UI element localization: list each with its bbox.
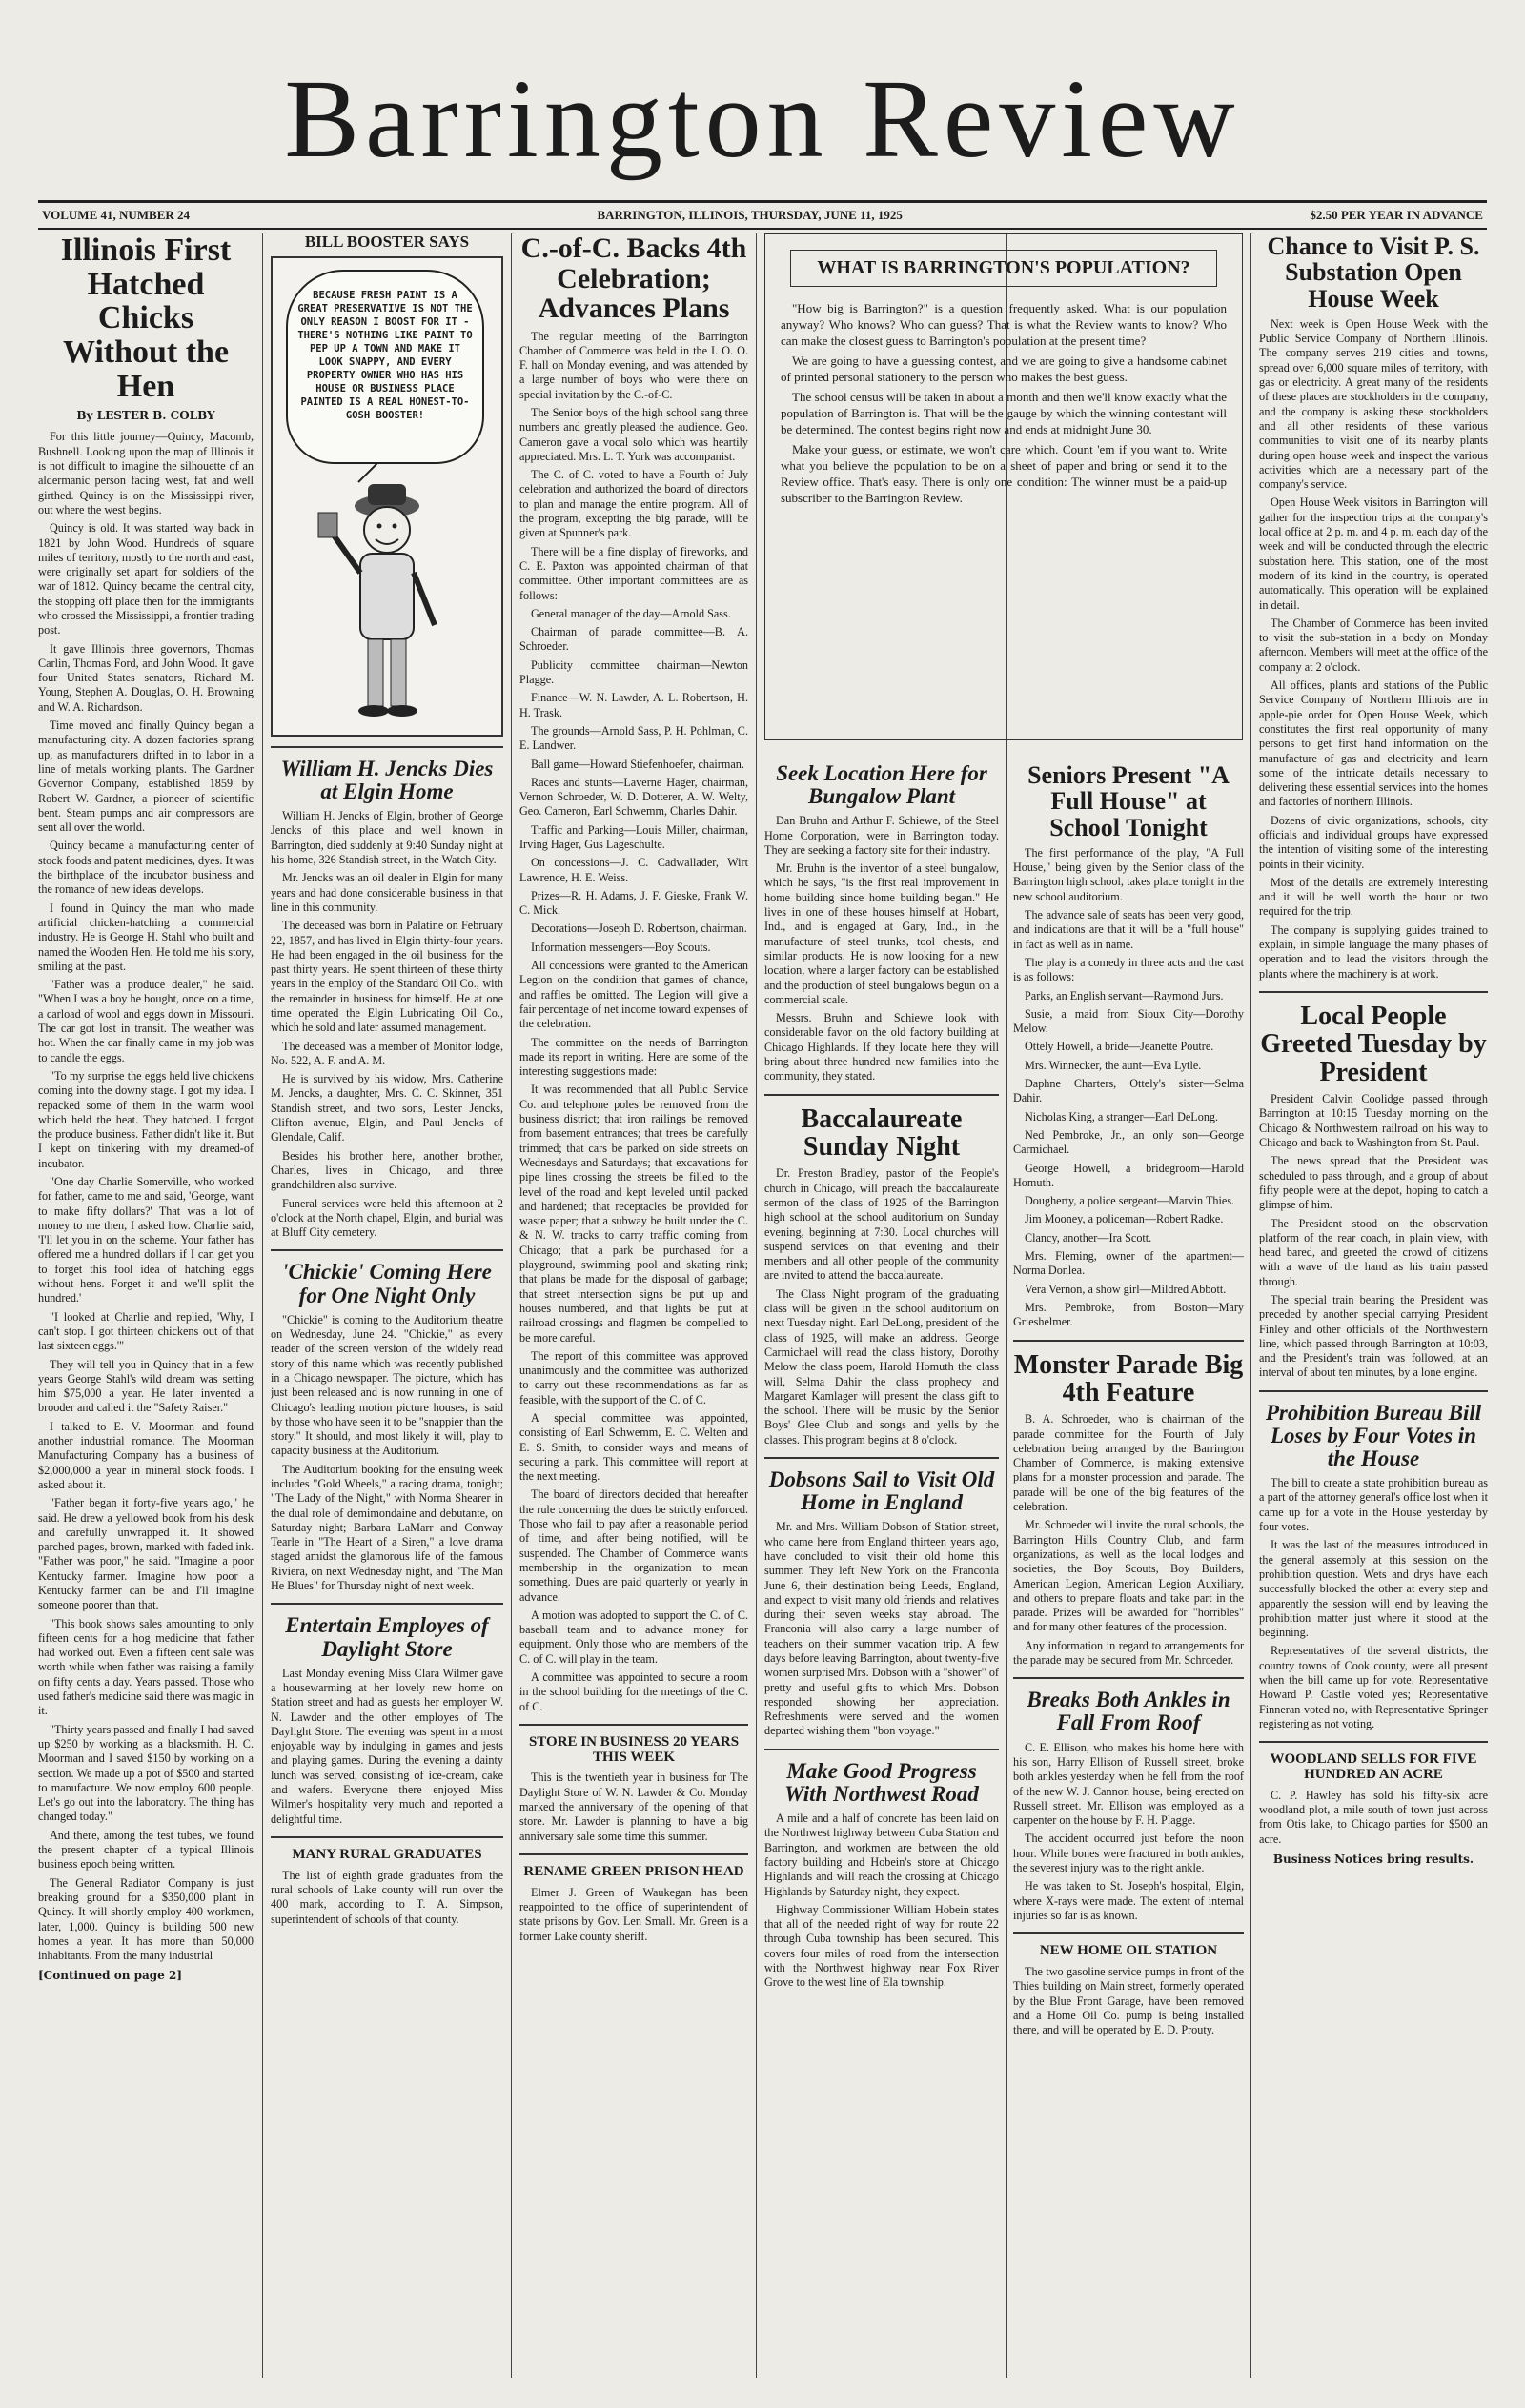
paragraph: The deceased was born in Palatine on February 22, 1857, and has lived in Elgin thirty-four years. He had been engaged in the oil business for the past thirty years. He spent thirteen of these thirty years in the employ of the Standard Oil Co., with the remainder in business for himself. He at one time operated the Elgin Lubricating Oil Co., which he sold and later assumed management.	[271, 919, 503, 1035]
paragraph: The President stood on the observation platform of the rear coach, in plain view, with head bared, and greeted the crowd of citizens with a wave of the hand as his train passed through.	[1259, 1216, 1488, 1288]
headline-dobsons: Dobsons Sail to Visit Old Home in England	[768, 1467, 995, 1515]
divider	[519, 1724, 748, 1726]
column-2	[271, 233, 503, 2378]
paragraph: Publicity committee chairman—Newton Plagge.	[519, 658, 748, 687]
paragraph: Last Monday evening Miss Clara Wilmer gave a housewarming at her lovely new home on Station street and had as guests her employer W. N. Lawder and the other employes of The Daylight Store. The evening was spent in a most enjoyable way by indulging in games and jests and playing games. During the evening a dainty lunch was served, consisting of ice-cream, cake and wafers. Everyone there enjoyed Miss Wilmer's hospitality very much and reported a delightful time.	[271, 1666, 503, 1826]
paragraph: Mr. Bruhn is the inventor of a steel bungalow, which he says, "is the first real improvement in home building since home building began." He lives in one of these houses himself at Hobart, Ind., and is engaged at Gary, Ind., in the manufacture of steel trunks, tool chests, and similar products. He is now looking for a new location, where a larger factory can be established and the production of steel bungalows begun on a commercial scale.	[764, 861, 999, 1006]
cast-entry: Vera Vernon, a show girl—Mildred Abbott.	[1025, 1282, 1227, 1296]
paragraph: A special committee was appointed, consisting of Earl Schwemm, E. C. Welten and E. S. Smith, to consider ways and means of securing a park. This committee will report at the next meeting.	[519, 1410, 748, 1484]
cast-entry: Susie, a maid from Sioux City—Dorothy Melow.	[1013, 1006, 1244, 1036]
paragraph: Mr. Schroeder will invite the rural schools, the Barrington Hills Country Club, and farm organizations, as well as the local lodges and societies, the Boy Scouts, Boy Builders, American Legion, American Legion Auxiliary, and others to prepare floats and take part in the parade. Prizes will be awarded for "horribles" and for many other features of the procession.	[1013, 1518, 1244, 1634]
headline-prohibition: Prohibition Bureau Bill Loses by Four Votes in the House	[1265, 1400, 1482, 1471]
paragraph: Mr. Jencks was an oil dealer in Elgin for many years and had done considerable business in that line in this community.	[271, 871, 503, 914]
paragraph: The two gasoline service pumps in front of the Thies building on Main street, formerly operated by the Blue Front Garage, have been removed and a Home Oil Co. pump is being installed there, and will be operated by E. D. Prouty.	[1013, 1964, 1244, 2037]
paragraph: The grounds—Arnold Sass, P. H. Pohlman, C. E. Landwer.	[519, 723, 748, 753]
paragraph: All concessions were granted to the American Legion on the condition that games of chance, and raffles be omitted. The Legion will give a fair percentage of net income toward expenses of the celebration.	[519, 959, 748, 1031]
paragraph: The list of eighth grade graduates from the rural schools of Lake county will run over the 400 mark, according to T. A. Simpson, superintendent of schools of that county.	[271, 1868, 503, 1926]
paragraph: There will be a fine display of fireworks, and C. E. Paxton was appointed chairman of that committee. Other important committees are as follows:	[519, 544, 748, 602]
headline-progress: Make Good Progress With Northwest Road	[784, 1758, 979, 1806]
headline-substation: Chance to Visit P. S. Substation Open House Week	[1267, 233, 1480, 313]
paragraph: The Chamber of Commerce has been invited to visit the sub-station in a body on Monday afternoon. Members will meet at the office of the company at 2 o'clock.	[1259, 616, 1488, 674]
paragraph: "Thirty years passed and finally I had saved up $250 by working as a blacksmith. H. C. Moorman and I saved $150 by working on a section. We made up a pot of $500 and started to manufacture. We now employ 600 people. Let's go out into the laboratory. The thing has changed today."	[38, 1722, 254, 1824]
byline: By LESTER B. COLBY	[76, 409, 215, 423]
paragraph: It gave Illinois three governors, Thomas Carlin, Thomas Ford, and John Wood. It gave four United States senators, Richard M. Young, Stephen A. Douglas, O. H. Browning and W. A. Richardson.	[38, 641, 254, 714]
paragraph: The Senior boys of the high school sang three numbers and greatly pleased the audience. Geo. Cameron gave a vocal solo which was heartily appreciated. Mrs. L. T. York was accompanist.	[519, 405, 748, 463]
paragraph: Most of the details are extremely interesting and it will be well worth the hour or two required for the trip.	[1259, 875, 1488, 919]
headline-jencks: William H. Jencks Dies at Elgin Home	[280, 756, 494, 803]
paragraph: The school census will be taken in about a month and then we'll know exactly what the population of Barrington is. That will be the gauge by which the winning contestant will be determined. The contest begins right now and ends at midnight June 30.	[781, 390, 1227, 436]
headline-chickie: 'Chickie' Coming Here for One Night Only	[282, 1260, 492, 1307]
divider	[1259, 1390, 1488, 1392]
volume-number: VOLUME 41, NUMBER 24	[42, 208, 191, 222]
headline-seek-location: Seek Location Here for Bungalow Plant	[776, 762, 987, 809]
paragraph: Quincy is old. It was started 'way back in 1821 by John Wood. Hundreds of square miles of territory, mostly to the north and east, were originally set apart for soldiers of the war of 1812. Quincy became the central city, the stopping off place then for the immigrants who crossed the Mississippi, a frontier trading post.	[38, 521, 254, 637]
paragraph: Races and stunts—Laverne Hager, chairman, Vernon Schroeder, W. D. Dotterer, A. W. Welty, Geo. Cameron, Earl Schwemm, Charles Dahir.	[519, 775, 748, 819]
paragraph: He was taken to St. Joseph's hospital, Elgin, where X-rays were made. The extent of internal injuries so far is as known.	[1013, 1879, 1244, 1922]
paragraph: William H. Jencks of Elgin, brother of George Jencks of this place and well known in Barrington, died suddenly at 9:40 Sunday night at his home, 326 Standish street, in the Watch City.	[271, 809, 503, 867]
paragraph: Representatives of the several districts, the country towns of Cook county, were all present when the bill came up for vote. Representative Howard P. Castle voted yes; Representative Finneran voted no, with Representative Springer registering as not voting.	[1259, 1644, 1488, 1730]
paragraph: Highway Commissioner William Hobein states that all of the needed right of way for route 22 through Cuba township has been secured. This covers four miles of road from the intersection with the Northwest highway near Fox River Grove to the west line of Ela township.	[764, 1902, 999, 1990]
cartoon-text: BECAUSE FRESH PAINT IS A GREAT PRESERVATIVE IS NOT THE ONLY REASON I BOOST FOR IT - THERE'S NOTHING LIKE PAINT TO PEP UP A TOWN AND MAKE IT LOOK SNAPPY, AND EVERY PROPERTY OWNER WHO HAS HIS HOUSE OR BUSINESS PLACE PAINTED IS A REAL HONEST-TO-GOSH BOOSTER!	[297, 289, 473, 421]
divider	[764, 1457, 999, 1459]
paragraph: Open House Week visitors in Barrington will gather for the inspection trips at the company's local office at 2 p. m. and 4 p. m. each day of the week and will be conducted through the electric substation here. This station, one of the most modern of its kind in the country, is operated automatically. This operation will be explained in detail.	[1259, 496, 1488, 612]
paragraph: They will tell you in Quincy that in a few years George Stahl's wild dream was setting him $75,000 a year. He later invented a brooder and called it the "Safety Raiser."	[38, 1357, 254, 1415]
place-and-date: BARRINGTON, ILLINOIS, THURSDAY, JUNE 11, 1925	[597, 208, 903, 222]
headline-prison: RENAME GREEN PRISON HEAD	[523, 1863, 744, 1879]
paragraph: Chairman of parade committee—B. A. Schroeder.	[519, 625, 748, 654]
paragraph: I found in Quincy the man who made artificial chicken-hatching a commercial industry. He is George H. Stahl who built and named the Wooden Hen. He told me his story, smiling at the past.	[38, 900, 254, 973]
paragraph: The accident occurred just before the noon hour. While bones were fractured in both ankles, the severest injury was to the right ankle.	[1013, 1831, 1244, 1874]
divider	[271, 1603, 503, 1605]
headline-seniors: Seniors Present "A Full House" at School Tonight	[1027, 762, 1230, 841]
divider	[519, 1853, 748, 1855]
divider	[1259, 1741, 1488, 1743]
paragraph: Finance—W. N. Lawder, A. L. Robertson, H. H. Trask.	[519, 691, 748, 719]
cast-entry: Jim Mooney, a policeman—Robert Radke.	[1025, 1212, 1224, 1226]
paragraph: Ball game—Howard Stiefenhoefer, chairman.	[531, 757, 744, 771]
paragraph: Elmer J. Green of Waukegan has been reappointed to the office of superintendent of state prisons by Gov. Len Small. Mr. Green is a former Lake county sheriff.	[519, 1885, 748, 1943]
cast-entry: Clancy, another—Ira Scott.	[1025, 1230, 1152, 1244]
headline-oil-station: NEW HOME OIL STATION	[1039, 1943, 1218, 1959]
paragraph: The C. of C. voted to have a Fourth of July celebration and authorized the board of directors to plan and manage the entire program. All of the program, excepting the big parade, will be given at Spunner's park.	[519, 468, 748, 540]
paragraph: Time moved and finally Quincy began a manufacturing city. A dozen factories sprang up, as manufacturers drifted in to labor in a line of metals working plants. The Gardner Governor Company, established 1859 by Robert W. Gardner, a pioneer of scientific bent. Steam pumps and air compressors are sent all over the world.	[38, 718, 254, 835]
cast-entry: Nicholas King, a stranger—Earl DeLong.	[1025, 1109, 1219, 1123]
cast-entry: Mrs. Winnecker, the aunt—Eva Lytle.	[1025, 1058, 1202, 1072]
paragraph: All offices, plants and stations of the Public Service Company of Northern Illinois are in apple-pie order for Open House Week, which constitutes the first real opportunity of many persons to get first hand information on the manufacture of gas and electricity and learn some of the intricate details necessary to delivering these essential services into the homes and factories of northern Illinois.	[1259, 678, 1488, 809]
paragraph: This is the twentieth year in business for The Daylight Store of W. N. Lawder & Co. Monday marked the anniversary of the opening of that store. Mr. Lawder is planning to have a big anniversary sale some time this summer.	[519, 1771, 748, 1843]
paragraph: C. E. Ellison, who makes his home here with his son, Harry Ellison of Russell street, broke both ankles yesterday when he fell from the roof of the new W. J. Cannon house, being erected on Russell street. Mr. Ellison was employed as a carpenter on the house by F. H. Plagge.	[1013, 1740, 1244, 1828]
paragraph: The special train bearing the President was preceded by another special carrying President Finley and other officials of the Northwestern line, which passed through Barrington at 10:03, and the President's train was followed, at an interval of about ten minutes, by a lone engine.	[1259, 1292, 1488, 1380]
paragraph: The play is a comedy in three acts and the cast is as follows:	[1013, 955, 1244, 984]
dateline-bar	[38, 200, 1487, 230]
paragraph: And there, among the test tubes, we found the present chapter of a typical Illinois business epoch being written.	[38, 1828, 254, 1872]
paragraph: Mr. and Mrs. William Dobson of Station street, who came here from England thirteen years ago, have concluded to visit their old home this summer. They left New York on the Franconia June 6, their destination being Leeds, England, and expect to visit many old friends and relatives during their seven weeks stay abroad. The Franconia will also carry a large number of teachers on their summer vacation trip. A few days before leaving Barrington, about twenty-five women surprised Mrs. Dobson with a "shower" of pretty and useful gifts to which Mrs. Dobson responded showing her appreciation. Refreshments were served and the women departed wishing them "bon voyage."	[764, 1520, 999, 1738]
paragraph: The company is supplying guides trained to explain, in simple language the many phases of operation and to lead the visitors through the plants where the machinery is at work.	[1259, 922, 1488, 981]
column-rule	[1250, 233, 1251, 2378]
headline-rural: MANY RURAL GRADUATES	[292, 1846, 482, 1862]
divider	[764, 1094, 999, 1096]
divider	[271, 746, 503, 748]
booster-figure-icon	[292, 463, 482, 730]
paragraph: For this little journey—Quincy, Macomb, Bushnell. Looking upon the map of Illinois it is not difficult to imagine the silhouette of an aldermanic person facing west, fat and well girthed. Quincy is on the Mississippi river, out where the west begins.	[38, 430, 254, 516]
article-illinois-first	[38, 430, 254, 1963]
column-rule	[511, 233, 512, 2378]
paragraph: A motion was adopted to support the C. of C. baseball team and to advance money for equipment. Only those who are members of the C. of C. will play in the team.	[519, 1608, 748, 1666]
headline-entertain: Entertain Employes of Daylight Store	[285, 1613, 489, 1661]
paragraph: Dozens of civic organizations, schools, city officials and individual groups have expressed the intention of visiting some of the interesting points in their vicinity.	[1259, 813, 1488, 871]
article-chickie	[271, 1313, 503, 1594]
paragraph: Make your guess, or estimate, we won't care which. Count 'em if you want to. Write what you believe the population to be on a sheet of paper and bring or send it to the Review office. That's easy. There is only one condition: The winner must be a paid-up subscriber to the Barrington Review.	[781, 442, 1227, 505]
paragraph: The advance sale of seats has been very good, and indications are that it will be a "full house" in fact as well as in name.	[1013, 908, 1244, 951]
paragraph: The report of this committee was approved unanimously and the committee was authorized to carry out these recommendations as far as feasible, with the support of the C. of C.	[519, 1348, 748, 1406]
headline-woodland: WOODLAND SELLS FOR FIVE HUNDRED AN ACRE	[1270, 1751, 1477, 1782]
headline-president: Local People Greeted Tuesday by President	[1260, 1001, 1487, 1087]
paragraph: Decorations—Joseph D. Robertson, chairman.	[531, 921, 747, 936]
paragraph: It was recommended that all Public Service Co. and telephone poles be removed from the business district; that iron railings be removed from basement entrances; that trees be carefully trimmed; that cars be parked on side streets on Wednesdays and Saturdays; that excavations for pipe lines crossing the streets be filled to the level of the road and kept leveled until packed and hardened; that receptacles be provided for waste paper; that a subway be built under the C. & N. W. tracks to carry traffic coming from Chicago; that a park be purchased for a playground, swimming pool and skating rink; that plans be made for the disposal of garbage; that street intersection signs be put up and houses numbered, and that lights be put at railroad crossings and flagmen be compelled to be more careful.	[519, 1083, 748, 1345]
paragraph: He is survived by his widow, Mrs. Catherine M. Jencks, a daughter, Mrs. C. C. Skinner, 351 Standish street, and two sons, Lester Jencks, Clifton avenue, Elgin, and Paul Jencks of Glendale, Calif.	[271, 1072, 503, 1144]
divider	[1013, 1677, 1244, 1679]
paragraph: "Father began it forty-five years ago," he said. He drew a yellowed book from his desk and carefully unwrapped it. It showed parched pages, brown, marked with faded ink. "Father was poor," he said. "Imagine a poor Kentucky farmer. Imagine how poor a Kentucky farmer can be and I'll imagine someone poorer than that.	[38, 1496, 254, 1612]
paragraph: The first performance of the play, "A Full House," being given by the Senior class of the Barrington high school, takes place tonight in the new school auditorium.	[1013, 845, 1244, 903]
column-rule	[262, 233, 263, 2378]
cast-entry: Ned Pembroke, Jr., an only son—George Carmichael.	[1013, 1127, 1244, 1157]
cast-entry: Mrs. Fleming, owner of the apartment—Norma Donlea.	[1013, 1249, 1244, 1278]
article-jencks	[271, 809, 503, 1240]
paragraph: "This book shows sales amounting to only fifteen cents for a hog medicine that father had worked out. Even a fifteen cent sale was worth while when father was raising a family on fifty cents a day. Years passed. Those who used father's medicine said there was magic in it.	[38, 1616, 254, 1718]
cast-entry: Ottely Howell, a bride—Jeanette Poutre.	[1025, 1040, 1214, 1054]
paragraph: B. A. Schroeder, who is chairman of the parade committee for the Fourth of July celebration being arranged by the Barrington Chamber of Commerce, is making extensive plans for a monster procession and parade. The parade will be one of the big features of the celebration.	[1013, 1412, 1244, 1514]
column-5	[1013, 762, 1244, 2378]
population-box	[764, 233, 1243, 740]
paragraph: It was the last of the measures introduced in the general assembly at this session on the prohibition question. Wets and drys have each successfully blocked the other at every step and apparently the session will end by leaving the prohibition matter just where it stood at the beginning.	[1259, 1538, 1488, 1640]
paragraph: A committee was appointed to secure a room in the school building for the meetings of the C. of C.	[519, 1670, 748, 1713]
population-box-area	[764, 233, 1243, 753]
paragraph: "I looked at Charlie and replied, 'Why, I can't stop. I got thirteen chickens out of that last sixteen eggs.'"	[38, 1309, 254, 1353]
speech-bubble	[286, 270, 484, 464]
headline-baccalaureate: Baccalaureate Sunday Night	[801, 1103, 963, 1163]
paragraph: "To my surprise the eggs held live chickens coming into the downy stage. I got my idea. I repacked some of them in the warm wool which held the heat. They hatched. I forgot the produce business. Father didn't like it. But I kept on tinkering with my dreamed-of incubator.	[38, 1068, 254, 1170]
population-box-title: WHAT IS BARRINGTON'S POPULATION?	[790, 250, 1217, 287]
paragraph: The bill to create a state prohibition bureau as a part of the attorney general's office lost when it came up for a vote in the House yesterday by four votes.	[1259, 1476, 1488, 1534]
paragraph: Traffic and Parking—Louis Miller, chairman, Irving Hager, Gus Lageschulte.	[519, 822, 748, 851]
paragraph: The Auditorium booking for the ensuing week includes "Gold Wheels," a racing drama, tonight; "The Lady of the Night," with Norma Shearer in the dual role of demimondaine and debutante, on Saturday night; Barbara LaMarr and Conway Tearle in "The Heart of a Siren," a love drama staged amidst the glamorous life of the famous Riviera, on next Wednesday night, and "The Man He Blues" for Thursday night of next week.	[271, 1462, 503, 1593]
cast-entry: George Howell, a bridegroom—Harold Homuth.	[1013, 1161, 1244, 1189]
business-notices: Business Notices bring results.	[1272, 1852, 1474, 1866]
paragraph: "One day Charlie Somerville, who worked for father, came to me and said, 'George, want to make fifty dollars?' That was a lot of money to me then, I asked how. Charlie said, 'I'll let you in on the scheme. Your father has offered me a hundred dollars if I can get you to forget this fool idea of hatching eggs without hens. Forget it and we'll split the hundred.'	[38, 1174, 254, 1305]
paragraph: C. P. Hawley has sold his fifty-six acre woodland plot, a mile south of town just across from Otis lake, to Chicago parties for $500 an acre.	[1259, 1788, 1488, 1846]
headline-store: STORE IN BUSINESS 20 YEARS THIS WEEK	[528, 1733, 740, 1765]
paragraph: The board of directors decided that hereafter the rule concerning the dues be strictly enforced. Those who fail to pay after a reasonable period of time, and after being notified, will be suspended. The Chamber of Commerce wants membership in the organization to mean something. Dues are paid quarterly or yearly in advance.	[519, 1487, 748, 1604]
column-4	[764, 762, 999, 2378]
column-1	[38, 233, 254, 2378]
headline-celebration: C.-of-C. Backs 4th Celebration; Advances Plans	[520, 233, 747, 324]
paragraph: The committee on the needs of Barrington made its report in writing. Here are some of the interesting suggestions made:	[519, 1035, 748, 1079]
paragraph: "Father was a produce dealer," he said. "When I was a boy he bought, once on a time, a carload of wool and eggs down in Missouri. The car got lost in transit. The weather was hot. When the car finally came in my job was to candle the eggs.	[38, 978, 254, 1064]
paragraph: "How big is Barrington?" is a question frequently asked. What is our population anyway? Who knows? Who can guess? That is what the Review wants to know? Who can make the closest guess to Barrington's population at the present time?	[781, 301, 1227, 348]
masthead-title: Barrington Review	[284, 56, 1241, 181]
continued-note: [Continued on page 2]	[38, 1969, 183, 1983]
cast-entry: Daphne Charters, Ottely's sister—Selma Dahir.	[1013, 1077, 1244, 1105]
paragraph: Next week is Open House Week with the Public Service Company of Northern Illinois. The company serves 219 cities and towns, spread over 6,000 square miles of territory, with gas or electricity. A great many of the residents of these places are stockholders in the company, and the company is asking these stockholders and all other residents of these various communities to visit one of its nearby plants during open house week and inspect the various activities which are a necessary part of the company's service.	[1259, 316, 1488, 492]
paragraph: We are going to have a guessing contest, and we are going to give a handsome cabinet of printed personal stationery to the person who makes the best guess.	[781, 354, 1227, 384]
paragraph: The deceased was a member of Monitor lodge, No. 522, A. F. and A. M.	[271, 1039, 503, 1067]
paragraph: The General Radiator Company is just breaking ground for a $350,000 plant in Quincy. It will shortly employ 400 workmen, later, 1,000. Quincy is building 500 new homes a year. It has more than 50,000 inhabitants. From the many industrial	[38, 1875, 254, 1963]
paragraph: Messrs. Bruhn and Schiewe look with considerable favor on the old factory building at Chicago Highlands. If they locate here they will bring about three hundred new families into the community, they stated.	[764, 1011, 999, 1083]
paragraph: The regular meeting of the Barrington Chamber of Commerce was held in the I. O. O. F. hall on Monday evening, and was attended by a large number of boys who were there on special invitation by the C.-of-C.	[519, 329, 748, 401]
paragraph: Information messengers—Boy Scouts.	[531, 940, 711, 954]
article-celebration	[519, 330, 748, 1714]
headline-ankles: Breaks Both Ankles in Fall From Roof	[1027, 1688, 1230, 1735]
cast-entry: Dougherty, a police sergeant—Marvin Thies.	[1025, 1194, 1235, 1208]
cast-entry: Mrs. Pembroke, from Boston—Mary Grieshelmer.	[1013, 1300, 1244, 1329]
paragraph: General manager of the day—Arnold Sass.	[531, 606, 731, 620]
bill-booster-cartoon	[271, 256, 503, 737]
divider	[271, 1836, 503, 1838]
divider	[1013, 1932, 1244, 1934]
divider	[764, 1749, 999, 1750]
paragraph: Any information in regard to arrangements for the parade may be secured from Mr. Schroeder.	[1013, 1638, 1244, 1668]
column-rule	[756, 233, 757, 2378]
paragraph: President Calvin Coolidge passed through Barrington at 10:15 Tuesday morning on the Chicago & Northwestern railroad on his way to Chicago and back to Washington from St. Paul.	[1259, 1092, 1488, 1150]
cast-entry: Parks, an English servant—Raymond Jurs.	[1025, 988, 1224, 1002]
paragraph: Dan Bruhn and Arthur F. Schiewe, of the Steel Home Corporation, were in Barrington today. They are seeking a factory site for their industry.	[764, 814, 999, 857]
headline-parade: Monster Parade Big 4th Feature	[1013, 1349, 1244, 1407]
cartoon-title: BILL BOOSTER SAYS	[304, 233, 470, 251]
paragraph: I talked to E. V. Moorman and found another industrial romance. The Moorman Manufacturing Company has a business of $2,000,000 a year in mineral stock foods. I asked about it.	[38, 1419, 254, 1491]
divider	[1259, 991, 1488, 993]
paragraph: Quincy became a manufacturing center of stock foods and patent medicines, dyes. It was the birthplace of the incubator business and the romance of new ideas develops.	[38, 839, 254, 897]
paragraph: A mile and a half of concrete has been laid on the Northwest highway between Cuba Station and Barrington, and workmen are between the old factory building and Hobein's store at Chicago Highlands and will reach the crossing at Chicago Highlands by Saturday night, they expect.	[764, 1811, 999, 1898]
column-6	[1259, 233, 1488, 2378]
paragraph: Prizes—R. H. Adams, J. F. Gieske, Frank W. C. Mick.	[519, 888, 748, 918]
paragraph: "Chickie" is coming to the Auditorium theatre on Wednesday, June 24. "Chickie," as every reader of the screen version of the widely read story of this name which was recently published in a Chicago newspaper. The picture, which has just been released and is now running in one of Chicago's leading motion picture houses, is said by those who have seen it to be "snappier than the story." It should, and most likely it will, play to capacity business at the Auditorium.	[271, 1312, 503, 1458]
paragraph: Dr. Preston Bradley, pastor of the People's church in Chicago, will preach the baccalaureate sermon of the class of 1925 of the Barrington high school at the school auditorium on Sunday evening, beginning at 7:30. Local churches will suspend services on that evening and their members and all other people of the community are invited to attend the baccalaureate.	[764, 1166, 999, 1283]
column-3	[519, 233, 748, 2378]
divider	[1013, 1340, 1244, 1342]
divider	[271, 1249, 503, 1251]
subscription-price: $2.50 PER YEAR IN ADVANCE	[1310, 208, 1483, 222]
paragraph: Funeral services were held this afternoon at 2 o'clock at the North chapel, Elgin, and burial was at Bluff City cemetery.	[271, 1196, 503, 1240]
paragraph: On concessions—J. C. Cadwallader, Wirt Lawrence, H. E. Weiss.	[519, 856, 748, 884]
paragraph: The Class Night program of the graduating class will be given in the school auditorium on next Tuesday night. Earl DeLong, president of the class of 1925, will make an address. George Carmichael will read the class history, Dorothy Melow the class poem, Harold Homuth the class will, Selma Dahir the class prophecy and Margaret Kamlager will present the class gift to the school. There will be music by the Senior Boys' Glee Club and songs and yells by the classes. This program begins at 8 o'clock.	[764, 1286, 999, 1447]
headline-illinois-first: Illinois First Hatched Chicks Without the Hen	[60, 233, 232, 404]
paragraph: Besides his brother here, another brother, Charles, lives in Chicago, and three grandchildren also survive.	[271, 1148, 503, 1192]
paragraph: The news spread that the President was scheduled to pass through, and a group of about fifty people were at the depot, hoping to catch a glimpse of him.	[1259, 1154, 1488, 1212]
